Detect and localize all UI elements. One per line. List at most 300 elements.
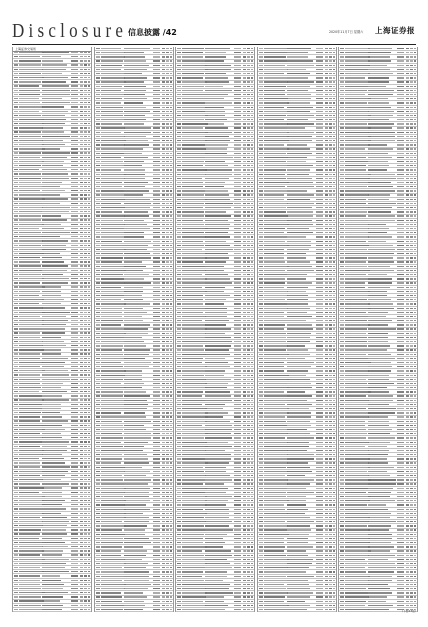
table-cell	[19, 425, 43, 426]
table-cell	[247, 186, 250, 187]
table-cell	[205, 174, 232, 175]
table-cell	[84, 98, 87, 99]
table-cell	[170, 169, 172, 170]
table-cell	[71, 521, 78, 522]
table-cell	[247, 60, 250, 61]
table-cell	[124, 504, 147, 505]
table-cell	[162, 328, 165, 329]
table-cell	[88, 194, 90, 195]
table-cell	[170, 437, 172, 438]
table-cell	[84, 362, 87, 363]
table-cell	[153, 383, 160, 384]
table-cell	[162, 542, 165, 543]
table-cell	[96, 52, 100, 53]
table-cell	[170, 467, 172, 468]
table-cell	[96, 153, 100, 154]
table-cell	[84, 446, 87, 447]
table-cell	[84, 119, 87, 120]
table-cell	[101, 65, 122, 66]
table-cell	[124, 580, 149, 581]
table-cell	[14, 366, 18, 367]
table-cell	[162, 358, 165, 359]
table-cell	[71, 257, 78, 258]
table-cell	[205, 115, 225, 116]
table-cell	[19, 466, 40, 467]
table-cell	[80, 580, 83, 581]
table-cell	[251, 224, 253, 225]
table-cell	[80, 332, 83, 333]
table-cell	[182, 86, 204, 87]
table-cell	[166, 324, 169, 325]
table-cell	[177, 140, 181, 141]
table-cell	[170, 324, 172, 325]
table-cell	[19, 533, 40, 534]
table-cell	[243, 215, 246, 216]
table-cell	[42, 73, 62, 74]
table-cell	[42, 404, 61, 405]
table-cell	[101, 194, 125, 195]
table-cell	[71, 391, 78, 392]
table-cell	[162, 253, 165, 254]
table-cell	[96, 287, 100, 288]
table-cell	[205, 148, 227, 149]
table-cell	[80, 85, 83, 86]
table-cell	[80, 605, 83, 606]
table-cell	[153, 358, 160, 359]
table-cell	[153, 194, 160, 195]
table-cell	[19, 148, 45, 149]
table-cell	[177, 132, 181, 133]
table-cell	[166, 513, 169, 514]
table-cell	[170, 525, 172, 526]
table-cell	[96, 123, 100, 124]
table-cell	[162, 102, 165, 103]
table-cell	[71, 131, 78, 132]
table-cell	[71, 475, 78, 476]
table-cell	[96, 500, 100, 501]
table-cell	[251, 136, 253, 137]
table-cell	[88, 215, 90, 216]
table-cell	[71, 240, 78, 241]
table-cell	[71, 282, 78, 283]
table-cell	[96, 48, 100, 49]
table-cell	[96, 253, 100, 254]
table-cell	[177, 148, 181, 149]
table-cell	[14, 224, 18, 225]
table-cell	[170, 337, 172, 338]
table-cell	[162, 303, 165, 304]
table-cell	[101, 253, 124, 254]
table-cell	[96, 383, 100, 384]
table-cell	[170, 596, 172, 597]
table-cell	[205, 182, 225, 183]
table-cell	[101, 52, 125, 53]
table-cell	[88, 307, 90, 308]
table-cell	[166, 442, 169, 443]
table-cell	[19, 190, 40, 191]
table-cell	[80, 408, 83, 409]
table-cell	[71, 52, 78, 53]
table-cell	[124, 90, 146, 91]
table-cell	[84, 198, 87, 199]
table-cell	[84, 60, 87, 61]
table-cell	[205, 81, 229, 82]
table-cell	[124, 429, 147, 430]
table-cell	[84, 542, 87, 543]
table-cell	[42, 559, 69, 560]
table-cell	[166, 98, 169, 99]
table-cell	[101, 77, 126, 78]
table-cell	[101, 404, 126, 405]
table-cell	[182, 102, 205, 103]
table-cell	[162, 546, 165, 547]
table-cell	[71, 538, 78, 539]
table-cell	[153, 245, 160, 246]
table-cell	[88, 441, 90, 442]
table-cell	[101, 341, 125, 342]
table-cell	[177, 102, 181, 103]
table-cell	[71, 140, 78, 141]
table-cell	[153, 282, 160, 283]
table-cell	[162, 458, 165, 459]
table-cell	[247, 190, 250, 191]
table-cell	[243, 115, 246, 116]
table-cell	[166, 542, 169, 543]
table-cell	[124, 534, 145, 535]
table-cell	[14, 504, 18, 505]
table-cell	[14, 119, 18, 120]
table-cell	[162, 534, 165, 535]
table-cell	[88, 316, 90, 317]
table-cell	[42, 274, 63, 275]
table-cell	[124, 421, 152, 422]
table-cell	[88, 379, 90, 380]
table-cell	[96, 496, 100, 497]
table-cell	[19, 379, 40, 380]
table-cell	[42, 182, 62, 183]
table-cell	[124, 127, 152, 128]
table-cell	[80, 131, 83, 132]
table-cell	[101, 479, 123, 480]
table-cell	[80, 349, 83, 350]
table-cell	[71, 567, 78, 568]
table-cell	[243, 90, 246, 91]
table-cell	[162, 161, 165, 162]
table-cell	[84, 270, 87, 271]
table-cell	[19, 56, 40, 57]
table-cell	[124, 433, 152, 434]
table-cell	[84, 157, 87, 158]
table-cell	[88, 395, 90, 396]
table-cell	[80, 441, 83, 442]
table-cell	[162, 555, 165, 556]
table-cell	[84, 387, 87, 388]
table-cell	[14, 370, 18, 371]
table-cell	[251, 102, 253, 103]
table-cell	[71, 144, 78, 145]
table-cell	[88, 232, 90, 233]
table-cell	[84, 458, 87, 459]
table-cell	[96, 174, 100, 175]
table-cell	[88, 136, 90, 137]
table-cell	[170, 261, 172, 262]
table-cell	[19, 69, 43, 70]
table-cell	[162, 316, 165, 317]
table-cell	[80, 538, 83, 539]
table-cell	[182, 224, 204, 225]
table-cell	[84, 291, 87, 292]
table-cell	[96, 517, 100, 518]
table-cell	[42, 232, 70, 233]
table-cell	[101, 90, 122, 91]
table-cell	[80, 462, 83, 463]
table-cell	[153, 391, 160, 392]
table-cell	[19, 140, 43, 141]
table-cell	[251, 174, 253, 175]
table-cell	[234, 73, 241, 74]
table-cell	[153, 500, 160, 501]
table-cell	[80, 190, 83, 191]
table-cell	[88, 429, 90, 430]
table-cell	[19, 366, 40, 367]
table-cell	[88, 471, 90, 472]
table-cell	[19, 106, 43, 107]
table-cell	[177, 153, 181, 154]
table-cell	[88, 190, 90, 191]
table-cell	[42, 412, 60, 413]
table-cell	[247, 127, 250, 128]
table-cell	[124, 509, 150, 510]
table-cell	[166, 123, 169, 124]
table-cell	[88, 219, 90, 220]
table-cell	[124, 492, 150, 493]
table-cell	[166, 529, 169, 530]
table-cell	[42, 203, 60, 204]
table-cell	[166, 358, 169, 359]
table-cell	[243, 178, 246, 179]
table-cell	[166, 274, 169, 275]
table-cell	[80, 140, 83, 141]
table-cell	[80, 546, 83, 547]
table-cell	[170, 312, 172, 313]
table-cell	[71, 119, 78, 120]
table-cell	[80, 240, 83, 241]
table-cell	[162, 379, 165, 380]
table-cell	[84, 161, 87, 162]
table-cell	[166, 471, 169, 472]
table-cell	[101, 140, 126, 141]
table-cell	[124, 400, 147, 401]
table-cell	[80, 429, 83, 430]
table-cell	[14, 194, 18, 195]
table-cell	[101, 186, 122, 187]
table-cell	[88, 332, 90, 333]
table-cell	[80, 542, 83, 543]
table-cell	[84, 115, 87, 116]
table-cell	[170, 571, 172, 572]
table-cell	[166, 153, 169, 154]
table-cell	[124, 588, 149, 589]
table-cell	[251, 148, 253, 149]
table-cell	[71, 596, 78, 597]
table-cell	[84, 186, 87, 187]
table-cell	[84, 395, 87, 396]
table-cell	[96, 144, 100, 145]
table-cell	[71, 332, 78, 333]
table-cell	[19, 286, 45, 287]
table-cell	[170, 266, 172, 267]
table-cell	[84, 64, 87, 65]
table-cell	[101, 111, 123, 112]
table-cell	[84, 563, 87, 564]
table-cell	[42, 85, 69, 86]
table-cell	[80, 211, 83, 212]
table-cell	[84, 56, 87, 57]
table-cell	[166, 349, 169, 350]
table-cell	[177, 107, 181, 108]
table-cell	[182, 190, 205, 191]
table-cell	[71, 450, 78, 451]
table-cell	[19, 203, 42, 204]
table-cell	[101, 320, 123, 321]
table-cell	[162, 395, 165, 396]
table-cell	[84, 454, 87, 455]
table-cell	[71, 194, 78, 195]
table-cell	[251, 69, 253, 70]
table-cell	[251, 140, 253, 141]
table-cell	[88, 211, 90, 212]
table-cell	[162, 178, 165, 179]
table-cell	[19, 471, 42, 472]
table-cell	[71, 161, 78, 162]
table-cell	[124, 395, 151, 396]
table-cell	[182, 220, 203, 221]
table-cell	[243, 73, 246, 74]
table-cell	[88, 588, 90, 589]
table-cell	[247, 165, 250, 166]
table-cell	[19, 295, 39, 296]
table-cell	[80, 102, 83, 103]
table-cell	[71, 291, 78, 292]
table-cell	[42, 194, 60, 195]
table-cell	[42, 270, 67, 271]
table-cell	[247, 86, 250, 87]
table-cell	[101, 232, 124, 233]
table-cell	[153, 203, 160, 204]
table-cell	[71, 559, 78, 560]
table-cell	[96, 471, 100, 472]
table-cell	[84, 479, 87, 480]
table-cell	[96, 119, 100, 120]
table-cell	[243, 77, 246, 78]
table-cell	[170, 69, 172, 70]
table-cell	[162, 425, 165, 426]
table-cell	[14, 136, 18, 137]
table-cell	[182, 215, 204, 216]
table-cell	[84, 404, 87, 405]
table-cell	[88, 152, 90, 153]
table-cell	[19, 517, 40, 518]
table-cell	[124, 320, 143, 321]
table-cell	[96, 148, 100, 149]
table-cell	[205, 157, 233, 158]
table-cell	[101, 362, 122, 363]
table-cell	[162, 282, 165, 283]
table-cell	[177, 65, 181, 66]
table-cell	[101, 416, 124, 417]
table-cell	[19, 157, 40, 158]
table-cell	[96, 450, 100, 451]
table-cell	[19, 600, 44, 601]
table-cell	[251, 153, 253, 154]
table-cell	[96, 534, 100, 535]
table-cell	[42, 563, 66, 564]
table-cell	[80, 496, 83, 497]
table-cell	[166, 588, 169, 589]
table-cell	[14, 550, 18, 551]
table-cell	[96, 140, 100, 141]
table-cell	[42, 152, 70, 153]
table-cell	[162, 383, 165, 384]
table-cell	[80, 521, 83, 522]
table-cell	[96, 127, 100, 128]
table-cell	[14, 425, 18, 426]
table-cell	[166, 462, 169, 463]
table-cell	[42, 546, 68, 547]
table-cell	[177, 123, 181, 124]
table-cell	[19, 94, 40, 95]
table-cell	[247, 107, 250, 108]
table-cell	[42, 575, 60, 576]
table-cell	[96, 220, 100, 221]
table-cell	[101, 81, 127, 82]
table-cell	[247, 211, 250, 212]
table-cell	[14, 282, 18, 283]
table-cell	[170, 400, 172, 401]
table-cell	[162, 337, 165, 338]
table-cell	[170, 538, 172, 539]
table-cell	[162, 571, 165, 572]
section-title: 信息披露 /42	[128, 27, 177, 38]
table-cell	[243, 211, 246, 212]
table-cell	[170, 592, 172, 593]
table-cell	[247, 119, 250, 120]
table-cell	[71, 77, 78, 78]
table-cell	[80, 295, 83, 296]
table-cell	[153, 596, 160, 597]
table-cell	[177, 186, 181, 187]
table-cell	[166, 571, 169, 572]
table-cell	[247, 111, 250, 112]
table-cell	[162, 513, 165, 514]
table-cell	[19, 328, 42, 329]
table-cell	[101, 144, 125, 145]
table-cell	[84, 253, 87, 254]
table-cell	[124, 601, 144, 602]
table-cell	[247, 178, 250, 179]
table-cell	[166, 127, 169, 128]
table-cell	[42, 261, 64, 262]
table-cell	[170, 513, 172, 514]
table-cell	[251, 211, 253, 212]
table-cell	[42, 278, 69, 279]
table-cell	[71, 111, 78, 112]
table-cell	[80, 207, 83, 208]
table-cell	[88, 358, 90, 359]
table-cell	[14, 433, 18, 434]
table-cell	[153, 253, 160, 254]
table-cell	[14, 211, 18, 212]
